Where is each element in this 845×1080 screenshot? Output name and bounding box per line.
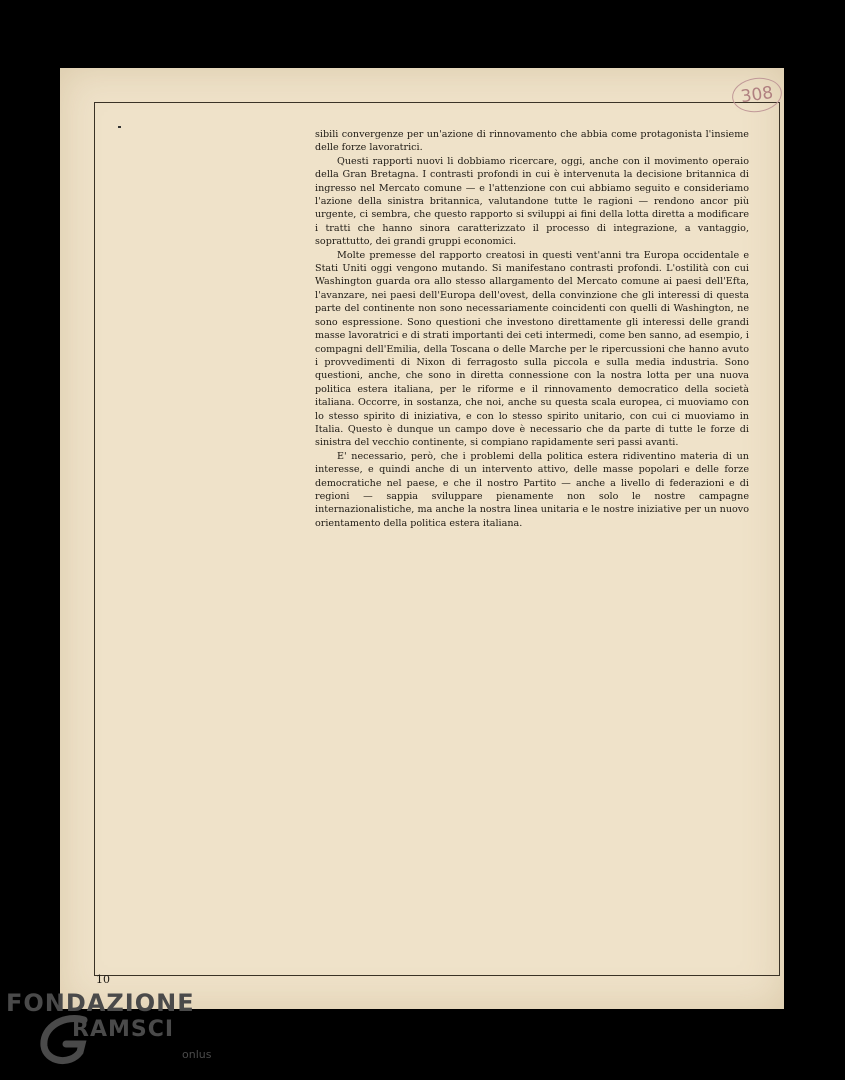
fondazione-gramsci-watermark xyxy=(6,986,226,1076)
paragraph: sibili convergenze per un'azione di rinnovamento che abbia come protagonista l'insieme delle forze lavoratrici. xyxy=(315,129,749,154)
paragraph: Questi rapporti nuovi li dobbiamo ricercare, oggi, anche con il movimento operaio della Gran Bretagna. I contrasti profondi in cui è intervenuta la decisione britannica di ingresso nel Mercato comune — e l'attenzione con cui abbiamo seguito e consideriamo l'azione della sinistra britannica, valutandone tutte le ragioni — rendono ancor più urgente, ci sembra, che questo rapporto si sviluppi ai fini della lotta diretta a modificare i tratti che hanno sinora caratterizzato il processo di integrazione, a vantaggio, soprattutto, dei grandi gruppi economici. xyxy=(315,155,749,248)
ink-speck xyxy=(118,126,121,128)
paragraph: E' necessario, però, che i problemi della politica estera ridiventino materia di un interesse, e quindi anche di un intervento attivo, delle masse popolari e delle forze democratiche nel paese, e che il nostro Partito — anche a livello di federazioni e di regioni — sappia sviluppare pienamente non solo le nostre campagne internazionalistiche, ma anche la nostra linea unitaria e le nostre iniziative per un nuovo orientamento della politica estera italiana. xyxy=(315,450,749,529)
page-number: 10 xyxy=(96,973,110,986)
scanned-page xyxy=(60,68,784,1009)
archive-page-stamp: 308 xyxy=(730,75,784,116)
watermark-line-fondazione: FONDAZIONE xyxy=(6,989,195,1017)
watermark-line-gramsci: RAMSCI xyxy=(72,1017,175,1042)
body-text-column xyxy=(315,128,749,530)
paragraph: Molte premesse del rapporto creatosi in questi vent'anni tra Europa occidentale e Stati Uniti oggi vengono mutando. Si manifestano contrasti profondi. L'ostilità con cui Washington guarda ora allo stesso allargamento del Mercato comune ai paesi dell'Efta, l'avanzare, nei paesi dell'Europa dell'ovest, della convinzione che gli interessi di questa parte del continente non sono necessariamente coincidenti con quelli di Washington, ne sono espressione. Sono questioni che investono direttamente gli interessi delle grandi masse lavoratrici e di strati importanti dei ceti intermedi, come ben sanno, ad esempio, i compagni dell'Emilia, della Toscana o delle Marche per le ripercussioni che hanno avuto i provvedimenti di Nixon di ferragosto sulla piccola e sulla media industria. Sono questioni, anche, che sono in diretta connessione con la nostra lotta per una nuova politica estera italiana, per le riforme e il rinnovamento democratico della società italiana. Occorre, in sostanza, che noi, anche su questa scala europea, ci muoviamo con lo stesso spirito di iniziativa, e con lo stesso spirito unitario, con cui ci muoviamo in Italia. Questo è dunque un campo dove è necessario che da parte di tutte le forze di sinistra del vecchio continente, si compiano rapidamente seri passi avanti. xyxy=(315,249,749,449)
watermark-line-onlus: onlus xyxy=(182,1048,212,1061)
